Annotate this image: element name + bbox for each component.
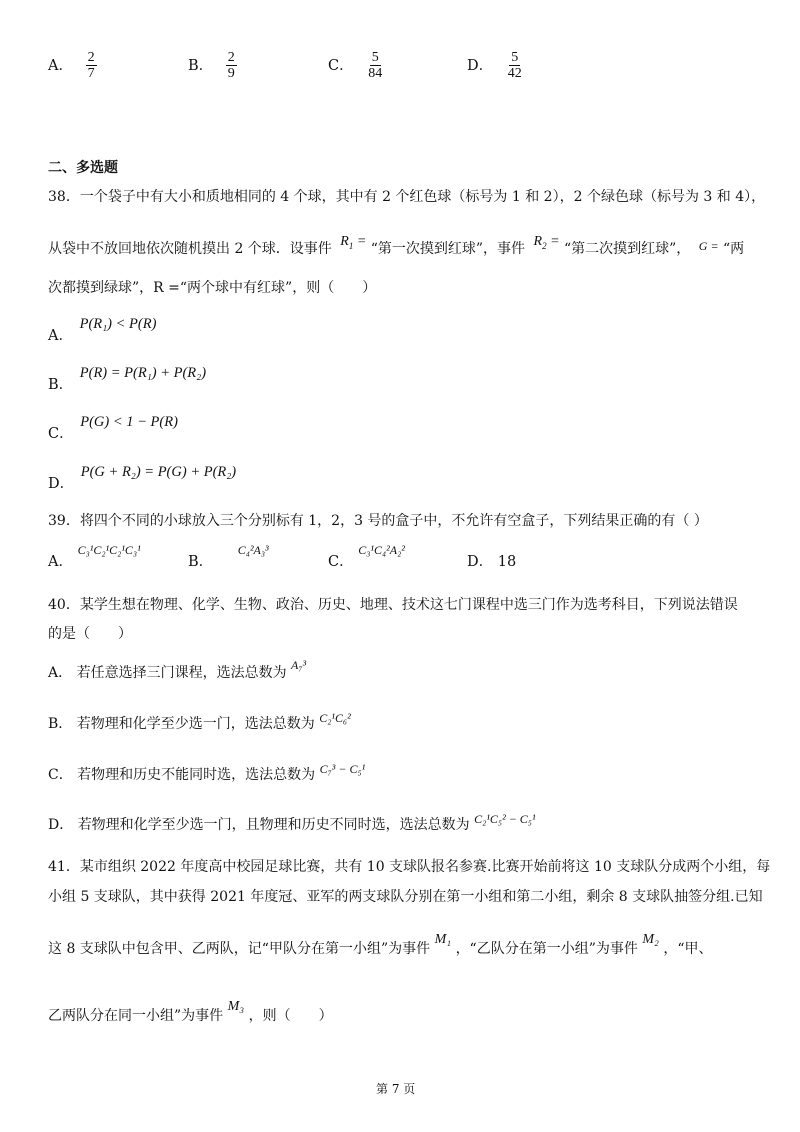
m2-symbol: M₂	[642, 932, 659, 947]
q38-line3: 次都摸到绿球”，R =“两个球中有红球”，则（ ）	[48, 280, 377, 296]
option-letter: D．	[467, 57, 494, 74]
q41-text-part: ，则（ ）	[248, 1008, 333, 1024]
q39-option-c	[328, 538, 405, 570]
fraction	[506, 50, 524, 81]
option-letter: A．	[48, 57, 73, 74]
top-option-a	[48, 50, 97, 81]
q40-option-a	[48, 658, 307, 682]
q38-option-a	[48, 312, 157, 344]
q41-line4	[48, 999, 333, 1025]
q38-line2-part: “第一次摸到红球”，事件	[370, 241, 526, 257]
top-option-b	[188, 50, 237, 81]
m1-symbol: M₁	[434, 932, 452, 947]
section-heading: 二、多选题	[48, 160, 118, 176]
q41-text-part: 这 8 支球队中包含甲、乙两队，记“甲队分在第一小组”为事件	[48, 941, 431, 957]
eq-sign: =	[710, 239, 719, 253]
option-letter: A．	[48, 328, 73, 344]
top-option-c	[328, 50, 384, 81]
numerator: 2	[87, 50, 95, 65]
denominator: 42	[507, 66, 522, 81]
q40-line2: 的是（ ）	[48, 626, 132, 642]
numerator: 5	[511, 50, 519, 65]
math-expression: C₇³ − C₅¹	[319, 762, 366, 776]
q38-line1: 38．一个袋子中有大小和质地相同的 4 个球，其中有 2 个红色球（标号为 1 和 2），2 个绿色球（标号为 3 和 4），	[48, 189, 766, 205]
q40-option-c	[48, 764, 365, 784]
g-label: G	[698, 239, 708, 253]
option-letter: C．	[328, 554, 354, 570]
q38-line2	[48, 234, 745, 259]
option-letter: B．	[48, 377, 74, 393]
option-letter: C．	[48, 767, 73, 783]
math-expression: C₂¹C₅² − C₅¹	[474, 812, 536, 826]
math-expression: P(R₁) < P(R)	[79, 316, 157, 332]
math-expression: P(R) = P(R₁) + P(R₂)	[79, 365, 207, 381]
option-letter: B．	[188, 554, 214, 570]
page-number: 第 7 页	[376, 1082, 416, 1096]
numerator: 2	[227, 50, 235, 65]
math-expression: 18	[497, 554, 517, 570]
r2-symbol	[534, 234, 560, 249]
m3-symbol: M₃	[227, 999, 245, 1014]
math-expression: C₃¹C₄²A₂²	[358, 543, 405, 557]
eq-sign: =	[356, 234, 367, 249]
q39-option-d	[467, 550, 516, 571]
fraction	[366, 50, 384, 81]
r1-sub: 1	[348, 240, 354, 251]
q39-stem: 39．将四个不同的小球放入三个分别标有 1，2，3 号的盒子中，不允许有空盒子，下列结果正确的有（ ）	[48, 513, 708, 529]
eq-sign: =	[550, 234, 560, 249]
g-symbol	[699, 239, 719, 253]
denominator: 9	[227, 66, 235, 81]
q40-option-b	[48, 713, 351, 733]
q40-line1: 40．某学生想在物理、化学、生物、政治、历史、地理、技术这七门课程中选三门作为选考科目，下列说法错误	[48, 597, 738, 613]
q41-text-part: ，“乙队分在第一小组”为事件	[455, 941, 638, 957]
q38-option-d	[48, 460, 237, 492]
option-letter: C．	[48, 426, 74, 442]
math-expression: C₄²A₃³	[237, 543, 269, 557]
top-option-d	[467, 50, 524, 81]
math-expression: A₇³	[291, 658, 307, 672]
r1-label: R	[340, 234, 349, 249]
option-letter: B．	[48, 716, 73, 732]
option-letter: C．	[328, 57, 354, 74]
q41-text-part: ，“甲、	[663, 941, 713, 957]
math-expression: P(G + R₂) = P(G) + P(R₂)	[80, 464, 237, 480]
math-expression: C₃¹C₂¹C₂¹C₃¹	[77, 543, 141, 557]
q41-line1: 41．某市组织 2022 年度高中校园足球比赛，共有 10 支球队报名参赛.比赛开始前将这 10 支球队分成两个小组，每	[48, 859, 771, 875]
q41-line2: 小组 5 支球队，其中获得 2021 年度冠、亚军的两支球队分别在第一小组和第二小组，剩余 8 支球队抽签分组.已知	[48, 889, 763, 905]
r2-label: R	[533, 234, 543, 249]
math-expression: C₂¹C₆²	[319, 711, 351, 725]
option-text: 若物理和历史不能同时选，选法总数为	[77, 767, 316, 783]
q38-option-c	[48, 410, 178, 442]
fraction	[86, 50, 97, 81]
r1-symbol	[340, 234, 366, 249]
q39-option-a	[48, 538, 141, 570]
option-letter: D．	[467, 554, 494, 570]
q41-text-part: 乙两队分在同一小组”为事件	[48, 1008, 224, 1024]
math-expression: P(G) < 1 − P(R)	[80, 414, 178, 430]
q41-line3	[48, 932, 713, 958]
numerator: 5	[371, 50, 379, 65]
q38-line2-part: “两	[723, 241, 745, 257]
denominator: 7	[87, 66, 95, 81]
q39-option-b	[188, 538, 269, 570]
option-letter: A．	[48, 554, 73, 570]
q38-line2-part: 从袋中不放回地依次随机摸出 2 个球．设事件	[48, 241, 332, 257]
r2-sub: 2	[542, 240, 547, 251]
option-letter: B．	[188, 57, 214, 74]
denominator: 84	[368, 66, 383, 81]
option-letter: D．	[48, 817, 74, 833]
q40-option-d	[48, 814, 536, 834]
fraction	[226, 50, 237, 81]
option-text: 若物理和化学至少选一门，且物理和历史不同时选，选法总数为	[77, 817, 470, 833]
option-letter: A．	[48, 665, 73, 681]
option-text: 若任意选择三门课程，选法总数为	[76, 665, 287, 681]
option-letter: D．	[48, 476, 75, 492]
q38-line2-part: “第二次摸到红球”，	[563, 241, 691, 257]
q38-option-b	[48, 361, 207, 393]
option-text: 若物理和化学至少选一门，选法总数为	[76, 716, 315, 732]
